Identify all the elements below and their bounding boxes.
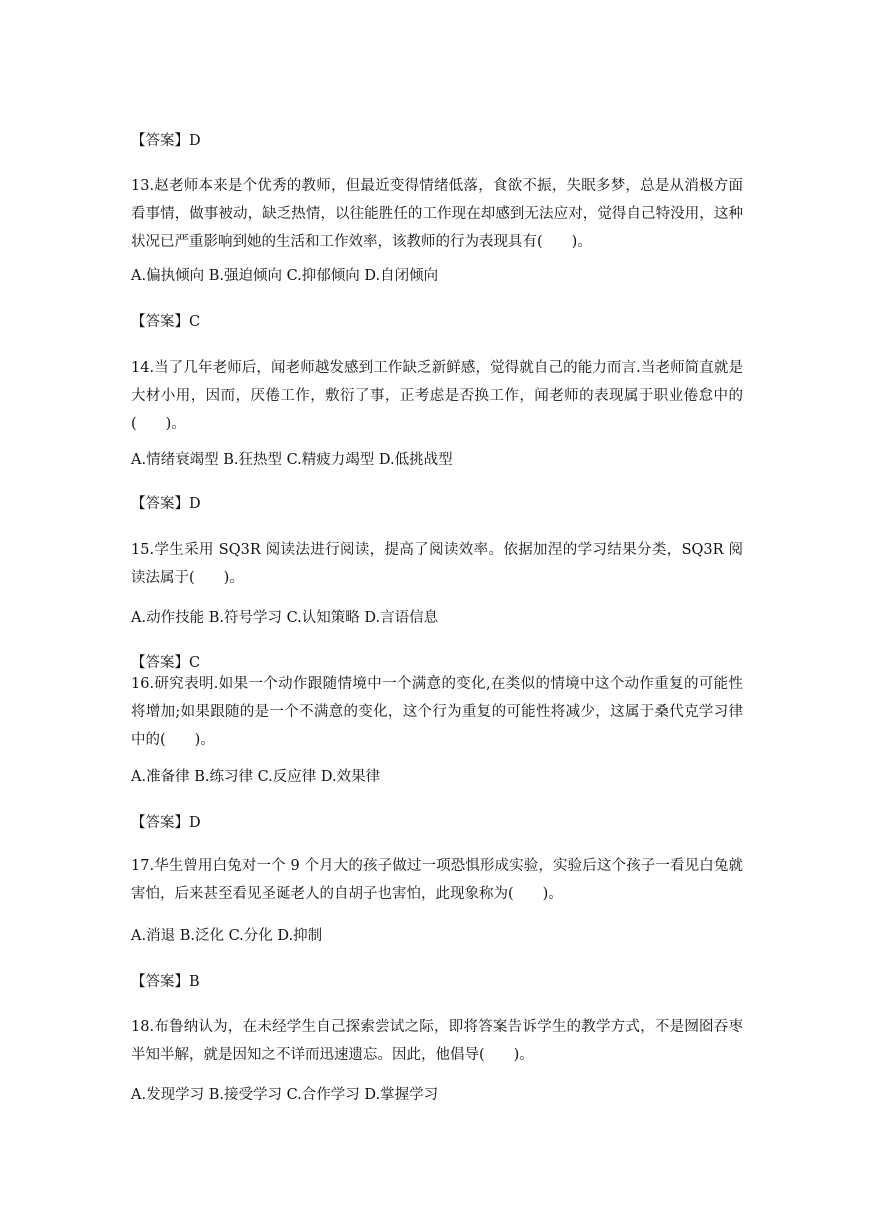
question-17: 17.华生曾用白兔对一个 9 个月大的孩子做过一项恐惧形成实验，实验后这个孩子一看见白兔就害怕，后来甚至看见圣诞老人的自胡子也害怕，此现象称为( )。	[131, 858, 743, 902]
options-15: A.动作技能 B.符号学习 C.认知策略 D.言语信息	[131, 610, 439, 626]
answer-line: 【答案】C	[131, 655, 201, 671]
answer-line: 【答案】D	[131, 496, 201, 512]
question-16: 16.研究表明.如果一个动作跟随情境中一个满意的变化,在类似的情境中这个动作重复的可能性将增加;如果跟随的是一个不满意的变化，这个行为重复的可能性将减少，这属于桑代克学习律中的( )。	[131, 676, 743, 748]
options-13: A.偏执倾向 B.强迫倾向 C.抑郁倾向 D.自闭倾向	[131, 268, 439, 284]
answer-line: 【答案】D	[131, 815, 201, 831]
question-13: 13.赵老师本来是个优秀的教师，但最近变得情绪低落，食欲不振，失眠多梦，总是从消极方面看事情，做事被动，缺乏热情，以往能胜任的工作现在却感到无法应对，觉得自己特没用，这种状况已严重影响到她的生活和工作效率，该教师的行为表现具有( )。	[131, 178, 743, 250]
options-16: A.准备律 B.练习律 C.反应律 D.效果律	[131, 769, 381, 785]
question-18: 18.布鲁纳认为，在未经学生自己探索尝试之际，即将答案告诉学生的教学方式，不是囫囵吞枣半知半解，就是因知之不详而迅速遗忘。因此，他倡导( )。	[131, 1019, 743, 1063]
answer-line: 【答案】D	[131, 133, 201, 149]
options-17: A.消退 B.泛化 C.分化 D.抑制	[131, 928, 323, 944]
question-14: 14.当了几年老师后，闻老师越发感到工作缺乏新鲜感，觉得就自己的能力而言.当老师简直就是大材小用，因而，厌倦工作，敷衍了事，正考虑是否换工作，闻老师的表现属于职业倦怠中的( )。	[131, 360, 743, 432]
answer-line: 【答案】B	[131, 974, 200, 990]
question-15: 15.学生采用 SQ3R 阅读法进行阅读，提高了阅读效率。依据加涅的学习结果分类，SQ3R 阅读法属于( )。	[131, 542, 743, 586]
answer-line: 【答案】C	[131, 314, 201, 330]
options-18: A.发现学习 B.接受学习 C.合作学习 D.掌握学习	[131, 1087, 439, 1103]
options-14: A.情绪衰竭型 B.狂热型 C.精疲力竭型 D.低挑战型	[131, 452, 453, 468]
